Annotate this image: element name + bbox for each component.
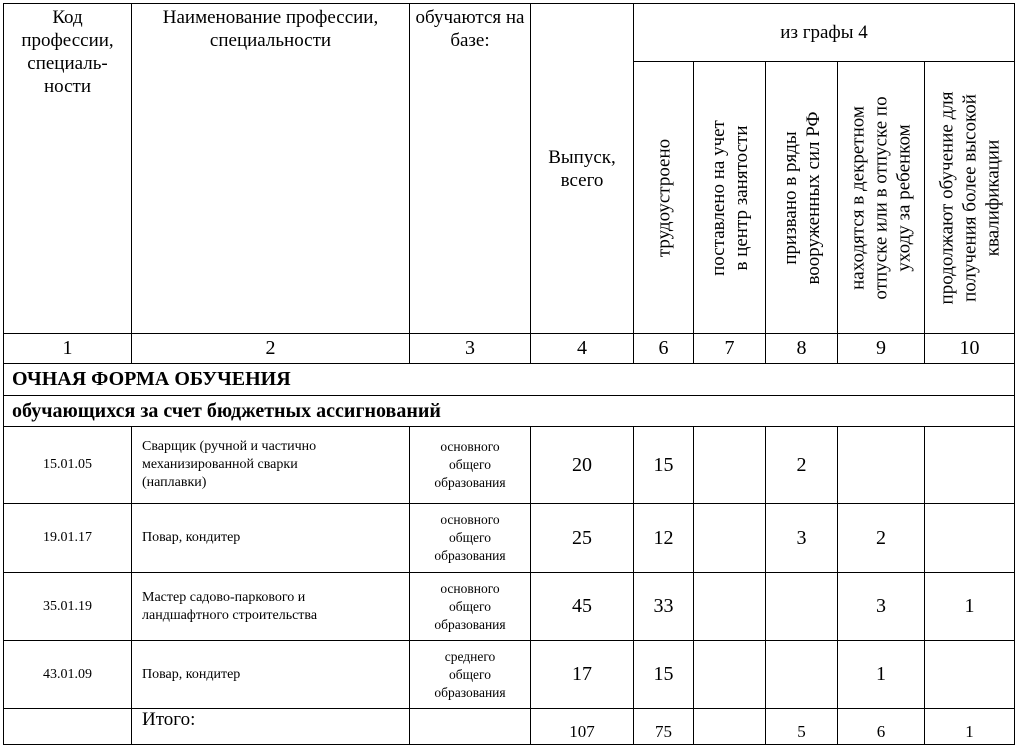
profession-code: 43.01.09 [4,641,132,709]
profession-name: Мастер садово-паркового и ландшафтного строительства [132,573,410,641]
education-base: основного общего образования [410,427,531,504]
graduates-total: 17 [531,641,634,709]
header-employed: трудоустроено [634,62,694,334]
header-name: Наименование профессии, специальности [132,4,410,334]
column-number: 10 [925,334,1015,364]
employed-count: 15 [634,427,694,504]
education-base: основного общего образования [410,504,531,573]
profession-name: Повар, кондитер [132,504,410,573]
column-number: 3 [410,334,531,364]
employment-center-count [694,427,766,504]
column-number: 8 [766,334,838,364]
column-number: 6 [634,334,694,364]
table-row [4,427,1015,504]
profession-code: 19.01.17 [4,504,132,573]
section-form-title: ОЧНАЯ ФОРМА ОБУЧЕНИЯ [4,364,1015,396]
study-count [925,641,1015,709]
header-leave: находятся в декретном отпуске или в отпуске по уходу за ребенком [838,62,925,334]
column-number: 2 [132,334,410,364]
header-group: из графы 4 [634,4,1015,62]
header-total: Выпуск, всего [531,4,634,334]
totals-study: 1 [925,709,1015,745]
totals-army: 5 [766,709,838,745]
profession-code: 15.01.05 [4,427,132,504]
graduates-total: 25 [531,504,634,573]
totals-graduates: 107 [531,709,634,745]
graduates-total: 20 [531,427,634,504]
column-numbers-row [4,334,1015,364]
totals-label: Итого: [132,709,410,745]
education-base: среднего общего образования [410,641,531,709]
leave-count: 3 [838,573,925,641]
employed-count: 33 [634,573,694,641]
profession-name: Повар, кондитер [132,641,410,709]
section-funding-title: обучающихся за счет бюджетных ассигнований [4,396,1015,427]
leave-count: 1 [838,641,925,709]
column-number: 1 [4,334,132,364]
header-base: обучаются на базе: [410,4,531,334]
table-row [4,573,1015,641]
study-count [925,504,1015,573]
header-code: Код профессии, специаль-ности [4,4,132,334]
leave-count [838,427,925,504]
table-row [4,641,1015,709]
totals-leave: 6 [838,709,925,745]
header-army: призвано в ряды вооруженных сил РФ [766,62,838,334]
totals-row [4,709,1015,745]
graduates-total: 45 [531,573,634,641]
totals-code-empty [4,709,132,745]
header-study: продолжают обучение для получения более высокой квалификации [925,62,1015,334]
employment-center-count [694,504,766,573]
army-count [766,573,838,641]
employed-count: 15 [634,641,694,709]
profession-name: Сварщик (ручной и частично механизированной сварки (наплавки) [132,427,410,504]
table-row [4,504,1015,573]
study-count: 1 [925,573,1015,641]
employed-count: 12 [634,504,694,573]
column-number: 4 [531,334,634,364]
employment-center-count [694,573,766,641]
army-count: 3 [766,504,838,573]
column-number: 9 [838,334,925,364]
header-employment-center: поставлено на учет в центр занятости [694,62,766,334]
totals-base-empty [410,709,531,745]
profession-code: 35.01.19 [4,573,132,641]
education-base: основного общего образования [410,573,531,641]
totals-employment-center [694,709,766,745]
leave-count: 2 [838,504,925,573]
army-count [766,641,838,709]
employment-center-count [694,641,766,709]
column-number: 7 [694,334,766,364]
totals-employed: 75 [634,709,694,745]
study-count [925,427,1015,504]
army-count: 2 [766,427,838,504]
graduates-table [3,3,1015,745]
